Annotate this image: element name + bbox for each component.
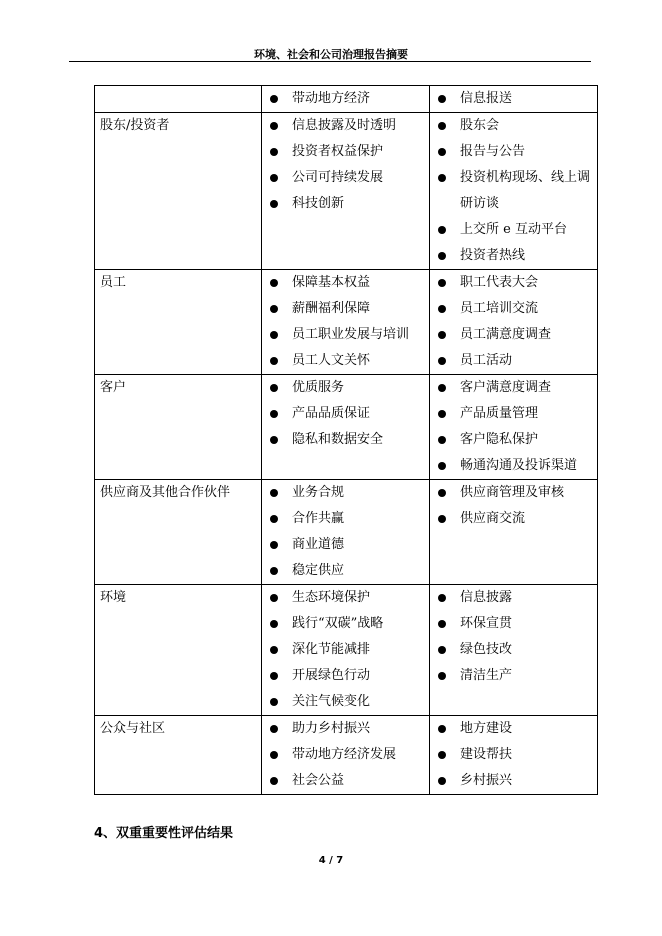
stakeholder-group-cell bbox=[95, 480, 262, 585]
concern-item: 助力乡村振兴 bbox=[262, 716, 429, 742]
stakeholder-group-name: 供应商及其他合作伙伴 bbox=[100, 485, 231, 500]
channel-item: 畅通沟通及投诉渠道 bbox=[430, 453, 597, 479]
stakeholder-group-cell bbox=[95, 585, 262, 716]
concern-list bbox=[262, 86, 429, 112]
stakeholder-group-name: 环境 bbox=[100, 590, 127, 605]
channel-item: 职工代表大会 bbox=[430, 270, 597, 296]
concern-item: 开展绿色行动 bbox=[262, 663, 429, 689]
concern-list bbox=[262, 480, 429, 584]
stakeholder-group-name: 客户 bbox=[100, 380, 127, 395]
channel-list bbox=[430, 716, 597, 794]
table-row bbox=[95, 113, 598, 270]
concern-item: 业务合规 bbox=[262, 480, 429, 506]
channel-item: 地方建设 bbox=[430, 716, 597, 742]
channel-list bbox=[430, 113, 597, 269]
concern-list bbox=[262, 113, 429, 217]
channel-item: 建设帮扶 bbox=[430, 742, 597, 768]
channel-list bbox=[430, 375, 597, 479]
concern-item: 生态环境保护 bbox=[262, 585, 429, 611]
concern-cell bbox=[262, 716, 430, 795]
channel-item: 客户隐私保护 bbox=[430, 427, 597, 453]
concern-item: 隐私和数据安全 bbox=[262, 427, 429, 453]
channel-item: 投资者热线 bbox=[430, 243, 597, 269]
table-row bbox=[95, 86, 598, 113]
stakeholder-group-name bbox=[95, 86, 261, 112]
concern-item: 员工人文关怀 bbox=[262, 348, 429, 374]
channel-item: 环保宣贯 bbox=[430, 611, 597, 637]
channel-item: 股东会 bbox=[430, 113, 597, 139]
concern-list bbox=[262, 585, 429, 715]
stakeholder-group-name: 公众与社区 bbox=[100, 721, 166, 736]
concern-item: 员工职业发展与培训 bbox=[262, 322, 429, 348]
stakeholder-group-cell bbox=[95, 113, 262, 270]
concern-item: 带动地方经济发展 bbox=[262, 742, 429, 768]
header-divider bbox=[69, 61, 591, 62]
stakeholder-group-cell bbox=[95, 375, 262, 480]
concern-item: 合作共赢 bbox=[262, 506, 429, 532]
channel-item: 供应商管理及审核 bbox=[430, 480, 597, 506]
channel-item: 乡村振兴 bbox=[430, 768, 597, 794]
concern-item: 关注气候变化 bbox=[262, 689, 429, 715]
channel-list bbox=[430, 86, 597, 112]
stakeholder-group-cell bbox=[95, 716, 262, 795]
concern-item: 薪酬福利保障 bbox=[262, 296, 429, 322]
channel-item: 投资机构现场、线上调研访谈 bbox=[430, 165, 597, 217]
channel-item: 上交所 e 互动平台 bbox=[430, 217, 597, 243]
table-row bbox=[95, 585, 598, 716]
channel-cell bbox=[430, 270, 598, 375]
concern-item: 优质服务 bbox=[262, 375, 429, 401]
stakeholder-table bbox=[94, 85, 598, 795]
table-row bbox=[95, 480, 598, 585]
concern-item: 投资者权益保护 bbox=[262, 139, 429, 165]
concern-cell bbox=[262, 113, 430, 270]
stakeholder-group-cell bbox=[95, 86, 262, 113]
concern-list bbox=[262, 375, 429, 453]
channel-cell bbox=[430, 716, 598, 795]
concern-item: 公司可持续发展 bbox=[262, 165, 429, 191]
channel-item: 信息披露 bbox=[430, 585, 597, 611]
concern-cell bbox=[262, 86, 430, 113]
channel-list bbox=[430, 480, 597, 532]
concern-cell bbox=[262, 270, 430, 375]
channel-list bbox=[430, 585, 597, 689]
stakeholder-group-cell bbox=[95, 270, 262, 375]
channel-item: 客户满意度调查 bbox=[430, 375, 597, 401]
concern-item: 践行“双碳”战略 bbox=[262, 611, 429, 637]
channel-cell bbox=[430, 375, 598, 480]
channel-item: 清洁生产 bbox=[430, 663, 597, 689]
channel-item: 报告与公告 bbox=[430, 139, 597, 165]
concern-item: 科技创新 bbox=[262, 191, 429, 217]
section-heading: 4、双重重要性评估结果 bbox=[94, 826, 234, 841]
channel-item: 绿色技改 bbox=[430, 637, 597, 663]
stakeholder-group-name: 员工 bbox=[100, 275, 127, 290]
concern-cell bbox=[262, 480, 430, 585]
concern-list bbox=[262, 270, 429, 374]
concern-item: 保障基本权益 bbox=[262, 270, 429, 296]
concern-item: 社会公益 bbox=[262, 768, 429, 794]
channel-cell bbox=[430, 113, 598, 270]
channel-item: 员工培训交流 bbox=[430, 296, 597, 322]
concern-list bbox=[262, 716, 429, 794]
concern-item: 深化节能减排 bbox=[262, 637, 429, 663]
concern-item: 信息披露及时透明 bbox=[262, 113, 429, 139]
page-number: 4 / 7 bbox=[318, 855, 344, 866]
table-row bbox=[95, 375, 598, 480]
channel-item: 员工满意度调查 bbox=[430, 322, 597, 348]
channel-cell bbox=[430, 480, 598, 585]
channel-list bbox=[430, 270, 597, 374]
concern-cell bbox=[262, 375, 430, 480]
channel-item: 员工活动 bbox=[430, 348, 597, 374]
channel-item: 信息报送 bbox=[430, 86, 597, 112]
concern-item: 带动地方经济 bbox=[262, 86, 429, 112]
report-header-title: 环境、社会和公司治理报告摘要 bbox=[254, 48, 408, 61]
concern-item: 产品品质保证 bbox=[262, 401, 429, 427]
channel-cell bbox=[430, 585, 598, 716]
stakeholder-group-name: 股东/投资者 bbox=[100, 118, 170, 133]
channel-cell bbox=[430, 86, 598, 113]
table-row bbox=[95, 716, 598, 795]
table-row bbox=[95, 270, 598, 375]
stakeholder-table-body bbox=[95, 86, 598, 795]
concern-item: 稳定供应 bbox=[262, 558, 429, 584]
concern-cell bbox=[262, 585, 430, 716]
concern-item: 商业道德 bbox=[262, 532, 429, 558]
channel-item: 产品质量管理 bbox=[430, 401, 597, 427]
channel-item: 供应商交流 bbox=[430, 506, 597, 532]
